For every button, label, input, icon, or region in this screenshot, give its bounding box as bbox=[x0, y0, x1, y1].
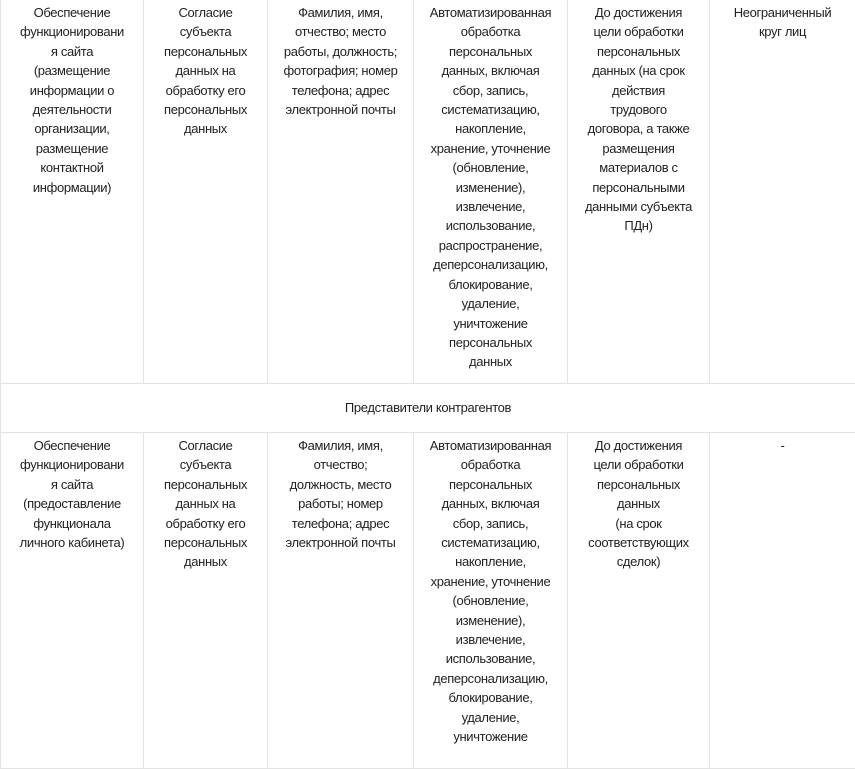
table-row bbox=[1, 433, 855, 769]
cell-data: Фамилия, имя, отчество; должность, место работы; номер телефона; адрес электронной почты bbox=[268, 433, 414, 769]
cell-term: До достижения цели обработки персональных данных (на срок действия трудового договора, а также размещения материалов с персональными данными субъекта ПДн) bbox=[568, 0, 710, 384]
cell-purpose: Обеспечение функционировани я сайта (размещение информации о деятельности организации, размещение контактной информации) bbox=[1, 0, 144, 384]
cell-actions: Автоматизированная обработка персональных данных, включая сбор, запись, систематизацию, накопление, хранение, уточнение (обновление, изменение), извлечение, использование, деперсонализацию, блокирование, удаление, уничтожение bbox=[414, 433, 568, 769]
table-row bbox=[1, 0, 855, 384]
cell-recipients: Неограниченный круг лиц bbox=[710, 0, 855, 384]
cell-purpose: Обеспечение функционировани я сайта (предоставление функционала личного кабинета) bbox=[1, 433, 144, 769]
cell-basis: Согласие субъекта персональных данных на обработку его персональных данных bbox=[144, 433, 268, 769]
cell-basis: Согласие субъекта персональных данных на обработку его персональных данных bbox=[144, 0, 268, 384]
cell-data: Фамилия, имя, отчество; место работы, должность; фотография; номер телефона; адрес электронной почты bbox=[268, 0, 414, 384]
section-title: Представители контрагентов bbox=[1, 384, 855, 433]
cell-recipients: - bbox=[710, 433, 855, 769]
cell-actions: Автоматизированная обработка персональных данных, включая сбор, запись, систематизацию, накопление, хранение, уточнение (обновление, изменение), извлечение, использование, распространение, деперсонализацию, блокирование, удаление, уничтожение персональных данных bbox=[414, 0, 568, 384]
section-row bbox=[1, 384, 855, 433]
cell-term: До достижения цели обработки персональных данных (на срок соответствующих сделок) bbox=[568, 433, 710, 769]
